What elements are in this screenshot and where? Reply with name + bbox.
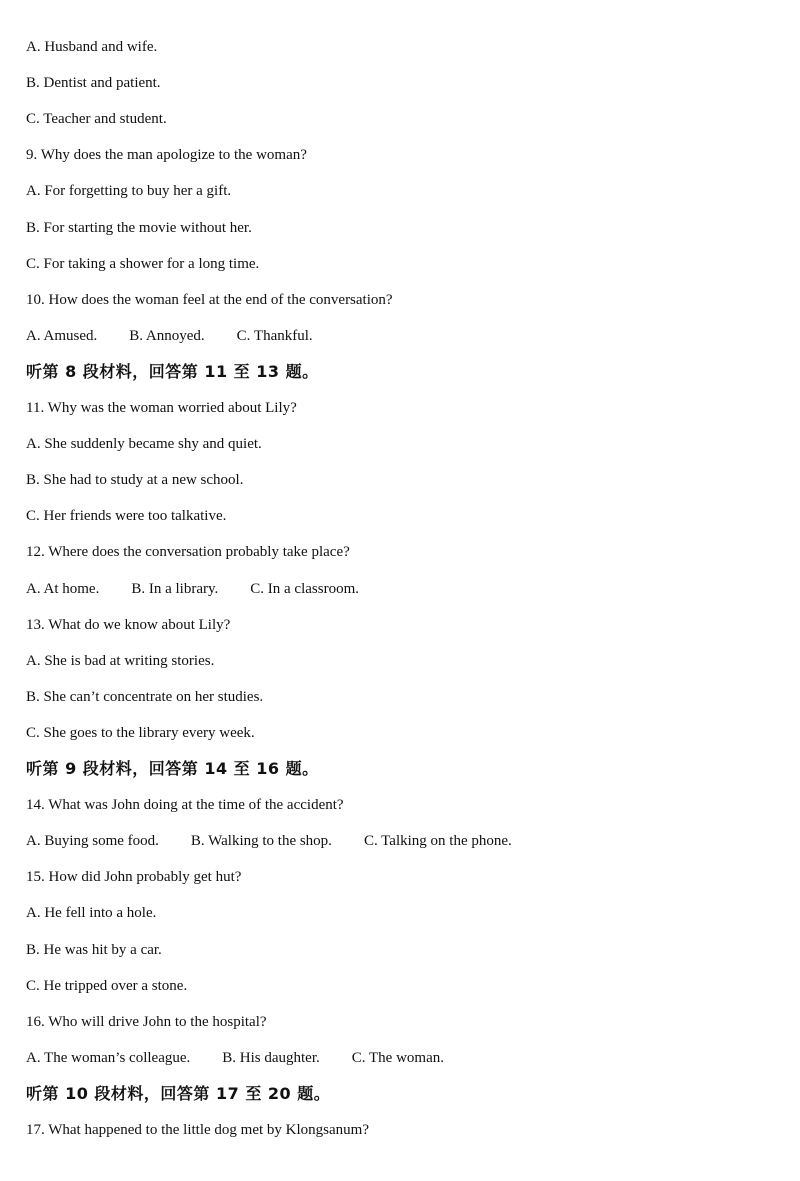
question-line: 14. What was John doing at the time of the accident?: [26, 797, 344, 813]
question-line: A. Husband and wife.: [26, 39, 158, 55]
question-line: B. He was hit by a car.: [26, 942, 162, 958]
answer-options-row: [26, 579, 359, 599]
question-line: 9. Why does the man apologize to the woman?: [26, 147, 307, 163]
answer-option: C. The woman.: [351, 1050, 444, 1066]
question-line: A. For forgetting to buy her a gift.: [26, 183, 232, 199]
answer-option: C. Talking on the phone.: [363, 833, 512, 849]
answer-options-row: [26, 1048, 444, 1068]
question-line: C. She goes to the library every week.: [26, 725, 255, 741]
answer-option: B. His daughter.: [222, 1050, 320, 1066]
question-line: A. She is bad at writing stories.: [26, 653, 215, 669]
answer-option: A. Amused.: [26, 328, 98, 344]
answer-options-row: [26, 326, 313, 346]
section-heading: 听第 8 段材料，回答第 11 至 13 题。: [26, 362, 319, 381]
question-line: 13. What do we know about Lily?: [26, 617, 231, 633]
answer-option: A. Buying some food.: [26, 833, 159, 849]
question-line: C. Teacher and student.: [26, 111, 167, 127]
question-line: C. For taking a shower for a long time.: [26, 256, 260, 272]
question-line: 11. Why was the woman worried about Lily?: [26, 400, 297, 416]
answer-option: A. The woman’s colleague.: [26, 1050, 191, 1066]
question-line: A. He fell into a hole.: [26, 905, 157, 921]
answer-options-row: [26, 831, 512, 851]
answer-option: B. Annoyed.: [129, 328, 205, 344]
section-heading: 听第 10 段材料，回答第 17 至 20 题。: [26, 1084, 331, 1103]
answer-option: B. Walking to the shop.: [190, 833, 332, 849]
question-line: 16. Who will drive John to the hospital?: [26, 1014, 267, 1030]
answer-option: C. Thankful.: [236, 328, 313, 344]
question-line: C. He tripped over a stone.: [26, 978, 188, 994]
answer-option: A. At home.: [26, 581, 100, 597]
question-line: A. She suddenly became shy and quiet.: [26, 436, 262, 452]
question-line: B. Dentist and patient.: [26, 75, 161, 91]
answer-option: C. In a classroom.: [250, 581, 359, 597]
question-line: B. She had to study at a new school.: [26, 472, 244, 488]
question-line: 10. How does the woman feel at the end of the conversation?: [26, 292, 393, 308]
question-line: C. Her friends were too talkative.: [26, 508, 227, 524]
question-line: 15. How did John probably get hut?: [26, 869, 242, 885]
question-line: 12. Where does the conversation probably take place?: [26, 544, 350, 560]
question-line: B. For starting the movie without her.: [26, 220, 252, 236]
section-heading: 听第 9 段材料，回答第 14 至 16 题。: [26, 759, 319, 778]
answer-option: B. In a library.: [131, 581, 219, 597]
question-line: 17. What happened to the little dog met by Klongsanum?: [26, 1122, 369, 1138]
question-line: B. She can’t concentrate on her studies.: [26, 689, 264, 705]
